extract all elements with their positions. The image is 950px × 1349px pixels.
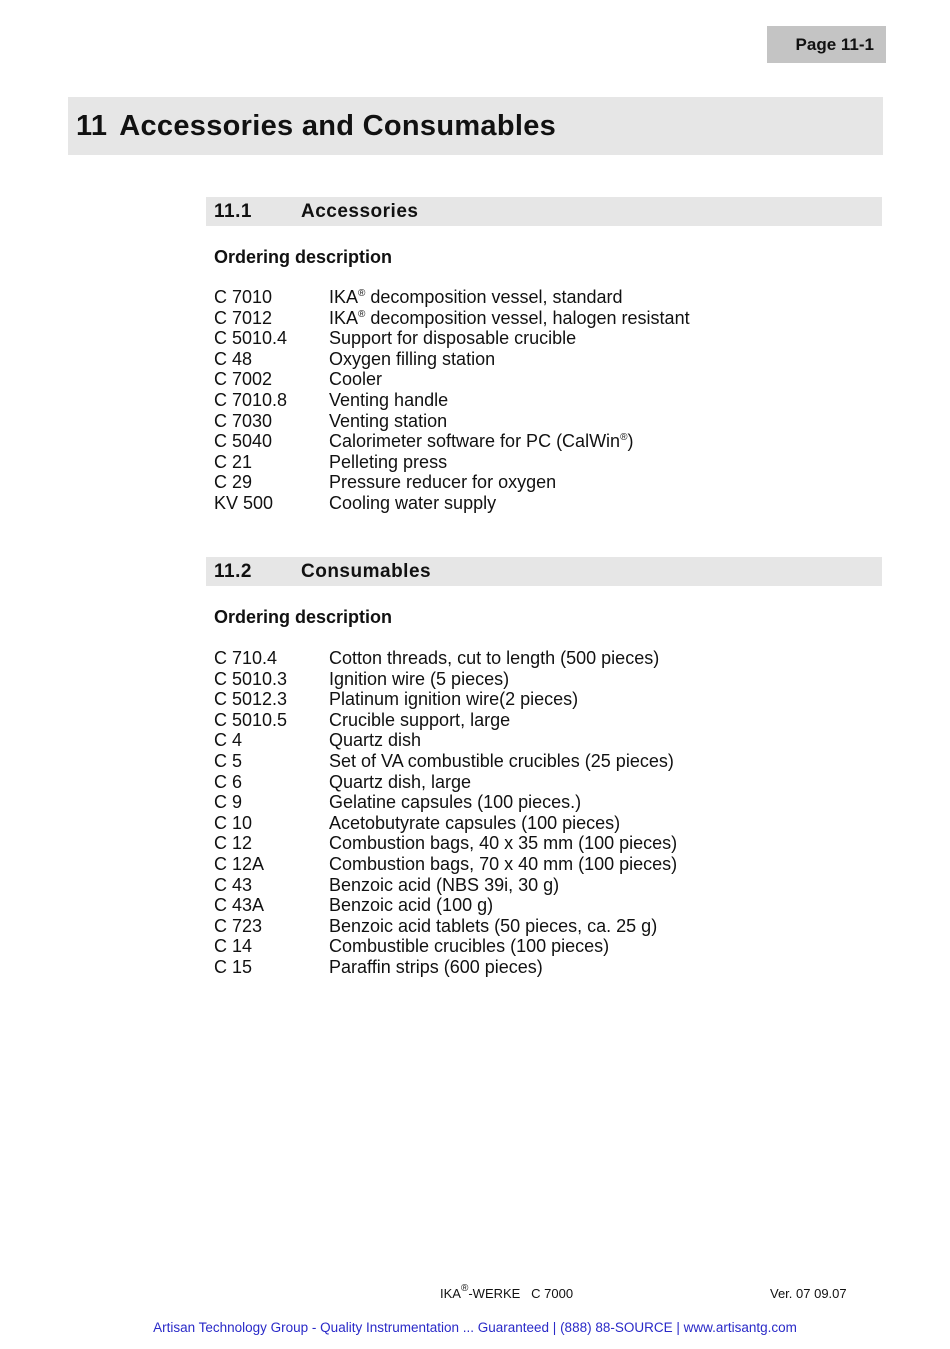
item-code: C 7012 (214, 307, 273, 328)
section-number: 11.2 (214, 560, 252, 582)
list-item (214, 957, 677, 978)
section-number: 11.1 (214, 200, 252, 222)
item-code: C 43A (214, 895, 265, 916)
item-description: Combustion bags, 70 x 40 mm (100 pieces) (329, 853, 678, 874)
item-code: C 4 (214, 730, 243, 751)
item-code: C 5010.5 (214, 709, 288, 730)
list-item (214, 669, 677, 690)
list-item (214, 710, 677, 731)
section-heading-accessories (206, 197, 882, 226)
item-code: C 7010.8 (214, 389, 288, 410)
item-code: C 723 (214, 915, 263, 936)
item-code: C 5010.4 (214, 328, 288, 349)
item-description: Pressure reducer for oxygen (329, 472, 557, 493)
item-code: KV 500 (214, 492, 274, 513)
accessories-list (214, 287, 690, 514)
item-code: C 7010 (214, 287, 273, 307)
item-code: C 5012.3 (214, 689, 288, 710)
list-item (214, 349, 690, 370)
item-description: Combustible crucibles (100 pieces) (329, 936, 610, 957)
list-item (214, 751, 677, 772)
item-description: IKA® decomposition vessel, standard (329, 287, 623, 307)
item-description: IKA® decomposition vessel, halogen resistant (329, 307, 690, 328)
list-item (214, 730, 677, 751)
item-code: C 6 (214, 771, 243, 792)
list-item (214, 308, 690, 329)
item-code: C 21 (214, 451, 253, 472)
footer-link[interactable]: Artisan Technology Group - Quality Instrumentation ... Guaranteed | (888) 88-SOURCE | www.artisantg.com (153, 1320, 797, 1335)
item-description: Quartz dish (329, 730, 422, 751)
list-item (214, 895, 677, 916)
footer-version: Ver. 07 09.07 (770, 1286, 847, 1301)
list-item (214, 648, 677, 669)
list-item (214, 328, 690, 349)
list-item (214, 813, 677, 834)
section-title: Accessories (301, 200, 419, 222)
item-code: C 12 (214, 833, 253, 854)
item-description: Calorimeter software for PC (CalWin®) (329, 431, 634, 452)
item-code: C 48 (214, 348, 253, 369)
list-item (214, 287, 690, 308)
item-description: Support for disposable crucible (329, 328, 577, 349)
list-item (214, 369, 690, 390)
chapter-heading (68, 97, 883, 155)
ordering-description-label: Ordering description (214, 607, 393, 627)
list-item (214, 689, 677, 710)
list-item (214, 916, 677, 937)
list-item (214, 411, 690, 432)
item-description: Venting handle (329, 389, 449, 410)
item-description: Combustion bags, 40 x 35 mm (100 pieces) (329, 833, 678, 854)
item-code: C 7002 (214, 369, 273, 390)
item-description: Pelleting press (329, 451, 448, 472)
ordering-description-label: Ordering description (214, 247, 393, 267)
item-code: C 5 (214, 750, 243, 771)
page-number-badge: Page 11-1 (767, 26, 886, 63)
item-description: Platinum ignition wire(2 pieces) (329, 689, 579, 710)
section-title: Consumables (301, 560, 432, 582)
item-code: C 15 (214, 956, 253, 977)
list-item (214, 493, 690, 514)
item-code: C 10 (214, 812, 253, 833)
chapter-number: 11 (76, 109, 108, 142)
item-description: Acetobutyrate capsules (100 pieces) (329, 812, 621, 833)
list-item (214, 833, 677, 854)
item-description: Gelatine capsules (100 pieces.) (329, 792, 582, 813)
item-description: Benzoic acid tablets (50 pieces, ca. 25 g) (329, 915, 658, 936)
footer-brand: IKA®-WERKE C 7000 (440, 1283, 574, 1301)
chapter-title: Accessories and Consumables (119, 109, 557, 142)
item-code: C 7030 (214, 410, 273, 431)
item-description: Benzoic acid (NBS 39i, 30 g) (329, 874, 560, 895)
item-code: C 5040 (214, 431, 273, 452)
item-code: C 710.4 (214, 648, 278, 668)
list-item (214, 854, 677, 875)
item-description: Venting station (329, 410, 448, 431)
consumables-list (214, 648, 677, 978)
item-code: C 5010.3 (214, 668, 288, 689)
item-description: Quartz dish, large (329, 771, 472, 792)
item-description: Crucible support, large (329, 709, 511, 730)
item-code: C 12A (214, 853, 265, 874)
item-description: Cooler (329, 369, 383, 390)
list-item (214, 452, 690, 473)
item-code: C 9 (214, 792, 243, 813)
section-heading-consumables (206, 557, 882, 586)
item-code: C 29 (214, 472, 253, 493)
list-item (214, 431, 690, 452)
item-code: C 14 (214, 936, 253, 957)
list-item (214, 772, 677, 793)
item-description: Cooling water supply (329, 492, 497, 513)
item-description: Set of VA combustible crucibles (25 pieces) (329, 750, 674, 771)
item-description: Benzoic acid (100 g) (329, 895, 494, 916)
list-item (214, 390, 690, 411)
list-item (214, 936, 677, 957)
list-item (214, 792, 677, 813)
list-item (214, 875, 677, 896)
list-item (214, 472, 690, 493)
item-description: Oxygen filling station (329, 348, 496, 369)
item-description: Paraffin strips (600 pieces) (329, 956, 543, 977)
item-description: Cotton threads, cut to length (500 pieces) (329, 648, 660, 668)
item-code: C 43 (214, 874, 253, 895)
item-description: Ignition wire (5 pieces) (329, 668, 510, 689)
